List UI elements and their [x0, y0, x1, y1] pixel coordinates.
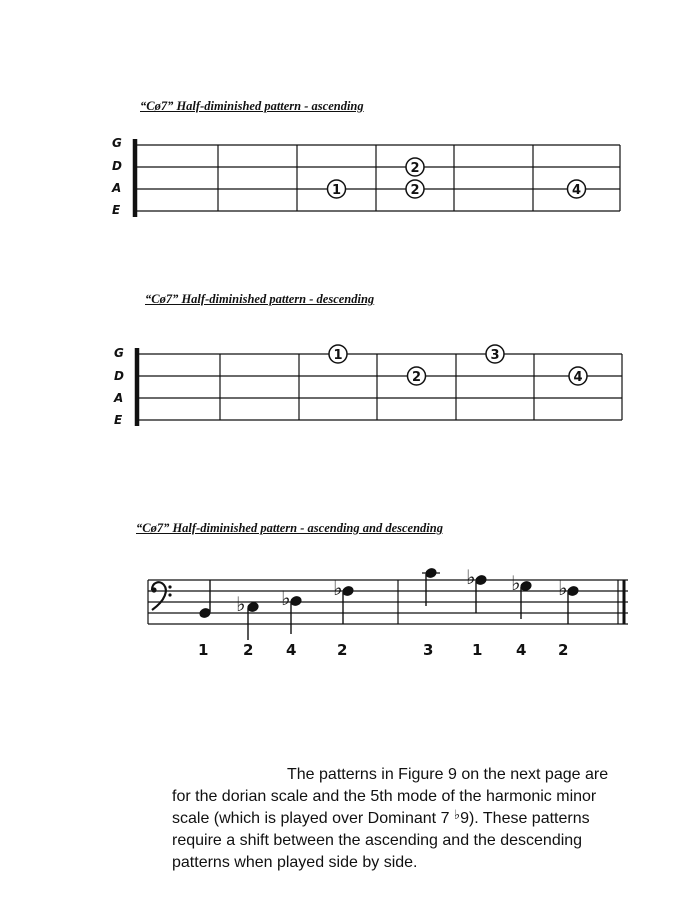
flat-icon: ♭	[281, 586, 291, 610]
paragraph-text: 9). These patterns	[460, 810, 590, 827]
diagram-1-caption: “Cø7” Half-diminished pattern - ascending	[140, 99, 364, 113]
flat-icon: ♭	[511, 571, 521, 595]
finger-number: 2	[410, 161, 420, 176]
fingering-number: 2	[337, 641, 348, 659]
finger-number: 4	[571, 183, 582, 198]
finger-number: 1	[331, 183, 342, 198]
note-head	[567, 586, 579, 597]
note-head	[199, 608, 211, 619]
paragraph-line: for the dorian scale and the 5th mode of the harmonic minor	[172, 788, 597, 805]
body-paragraph	[172, 764, 632, 874]
notation-caption: “Cø7” Half-diminished pattern - ascending and descending	[136, 521, 443, 535]
fingering-number: 2	[558, 641, 569, 659]
flat-icon: ♭	[558, 576, 568, 600]
diagram-2-caption: “Cø7” Half-diminished pattern - descending	[145, 292, 375, 306]
string-label-a: A	[112, 181, 122, 195]
string-label-a-2: A	[114, 391, 124, 405]
finger-number: 3	[490, 348, 500, 363]
finger-number: 1	[333, 348, 343, 363]
note-head	[247, 602, 259, 613]
paragraph-line: patterns when played side by side.	[172, 854, 418, 871]
paragraph-line	[172, 808, 632, 830]
flat-icon: ♭	[333, 576, 343, 600]
note-head	[475, 575, 487, 586]
note-head	[290, 596, 302, 607]
flat-icon: ♭	[236, 592, 246, 616]
fingering-number: 4	[286, 641, 297, 659]
string-label-e-2: E	[114, 413, 123, 427]
string-label-g: G	[112, 136, 122, 150]
fingering-number: 3	[423, 641, 434, 659]
fingering-number: 1	[472, 641, 483, 659]
paragraph-line: require a shift between the ascending and the descending	[172, 832, 583, 849]
bass-clef-icon	[151, 582, 171, 610]
fingering-number: 2	[243, 641, 254, 659]
string-label-d: D	[112, 159, 122, 173]
note-head	[520, 581, 532, 592]
paragraph-line: The patterns in Figure 9 on the next page are	[287, 766, 609, 783]
fingering-number: 1	[198, 641, 209, 659]
finger-number: 2	[411, 370, 422, 385]
flat-icon: ♭	[466, 565, 476, 589]
note-head	[342, 586, 354, 597]
string-label-g-2: G	[114, 346, 124, 360]
fingering-number: 4	[516, 641, 527, 659]
paragraph-text: scale (which is played over Dominant 7	[172, 810, 450, 827]
finger-number: 4	[573, 370, 583, 385]
string-label-d-2: D	[114, 369, 124, 383]
string-label-e: E	[112, 203, 121, 217]
finger-number: 2	[410, 183, 420, 198]
flat-icon: ♭	[453, 807, 461, 822]
